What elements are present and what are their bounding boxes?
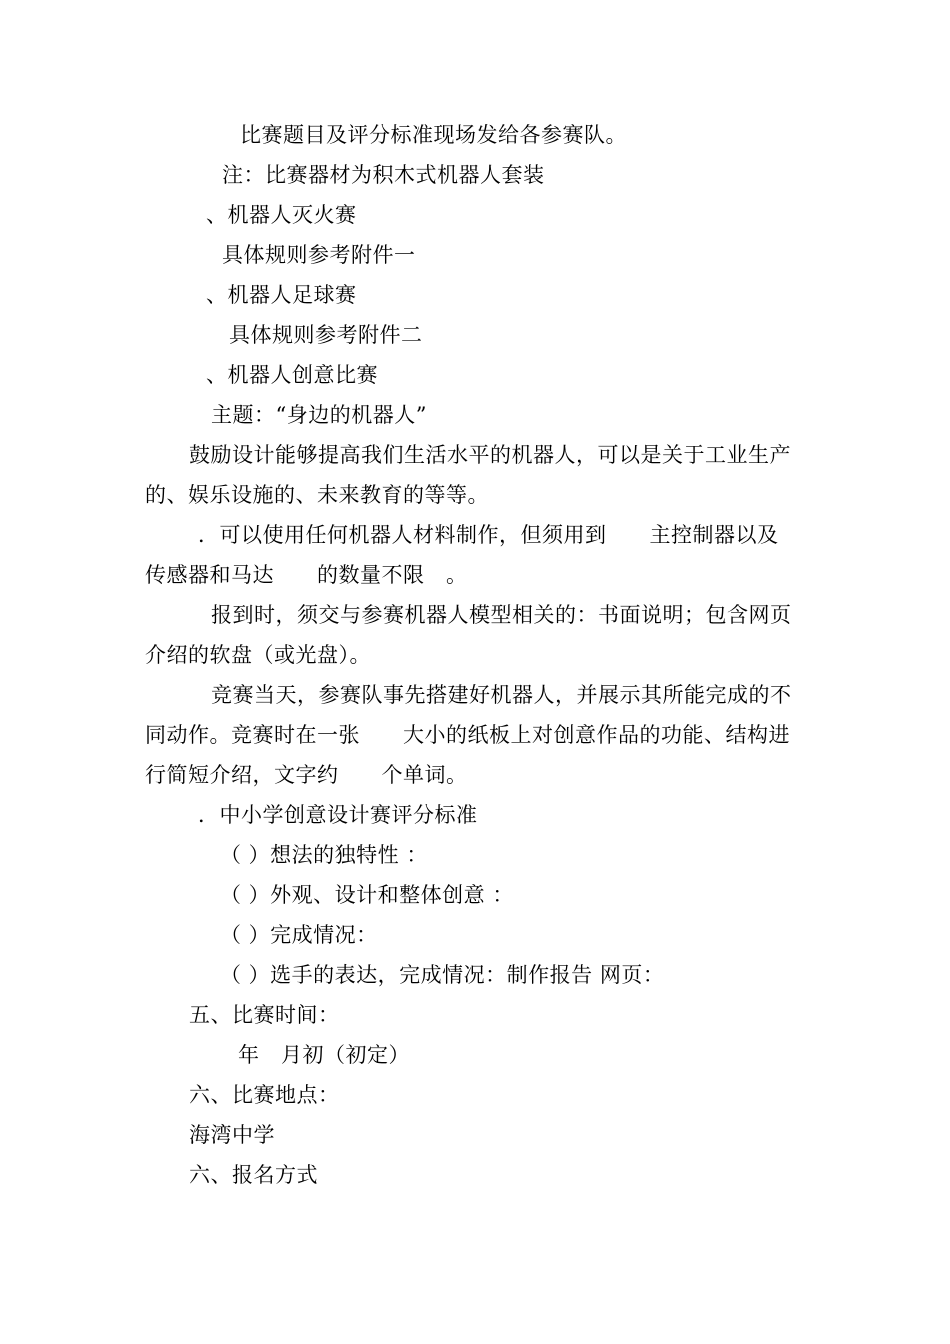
text-line-21: （ ）完成情况： [220,923,378,947]
text-line-26: 海湾中学 [189,1123,275,1147]
text-line-2: 注：比赛器材为积木式机器人套装 [222,163,545,187]
text-line-4: 具体规则参考附件一 [222,243,416,267]
text-line-15: 竞赛当天，参赛队事先搭建好机器人，并展示其所能完成的不 [211,683,792,707]
text-line-10: 的、娱乐设施的、未来教育的等等。 [145,483,489,507]
text-line-1: 比赛题目及评分标准现场发给各参赛队。 [240,123,627,147]
text-line-27: 六、报名方式 [189,1163,318,1187]
text-line-8: 主题：“身边的机器人” [211,403,427,427]
text-line-14: 介绍的软盘（或光盘）。 [145,643,371,667]
text-line-20: （ ）外观、设计和整体创意 ： [220,883,514,907]
text-line-13: 报到时，须交与参赛机器人模型相关的：书面说明；包含网页 [211,603,792,627]
text-line-7: 、机器人创意比赛 [206,363,378,387]
text-line-11: ．可以使用任何机器人材料制作，但须用到 主控制器以及 [198,523,779,547]
text-line-19: （ ）想法的独特性 ： [220,843,428,867]
text-line-23: 五、比赛时间： [189,1003,340,1027]
text-line-6: 具体规则参考附件二 [229,323,423,347]
text-line-24: 年 月初（初定） [238,1043,410,1067]
text-line-5: 、机器人足球赛 [206,283,357,307]
text-line-12: 传感器和马达 的数量不限 。 [145,563,468,587]
text-line-22: （ ）选手的表达，完成情况：制作报告 网页： [220,963,665,987]
text-line-16: 同动作。竞赛时在一张 大小的纸板上对创意作品的功能、结构进 [145,723,790,747]
text-line-18: ．中小学创意设计赛评分标准 [198,803,478,827]
text-line-25: 六、比赛地点： [189,1083,340,1107]
text-line-9: 鼓励设计能够提高我们生活水平的机器人，可以是关于工业生产 [189,443,791,467]
text-line-17: 行简短介绍，文字约 个单词。 [145,763,468,787]
text-line-3: 、机器人灭火赛 [206,203,357,227]
